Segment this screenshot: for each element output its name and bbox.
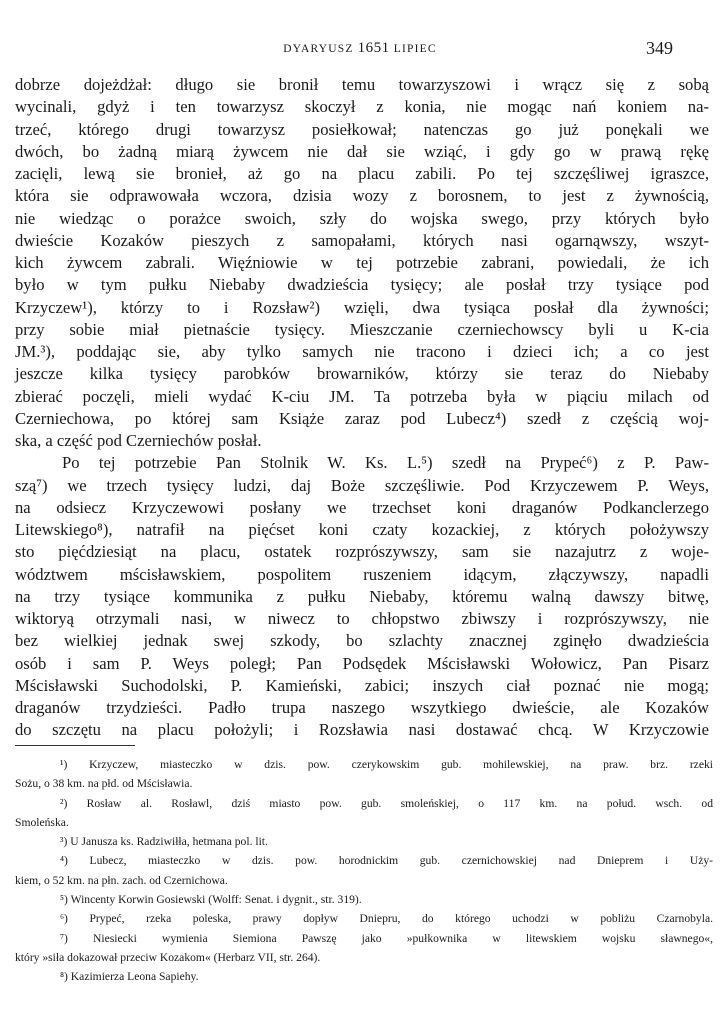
text-line: przy sobie miał pietnaście tysięcy. Mieszczanie czerniechowscy byli u K-cia — [15, 319, 709, 339]
text-line: było w tym pułku Niebaby dwadzieścia tysięcy; ale posłał trzy tysiące pod — [15, 275, 709, 295]
text-line: sto pięćdziesiąt na placu, ostatek rozprószywszy, sam sie nazajutrz z woje- — [15, 542, 709, 562]
text-line: Mścisławski Suchodolski, P. Kamieński, zabici; inszych ciał poznać nie mogą; — [15, 675, 709, 695]
footnotes — [15, 755, 713, 987]
footnote-line: ⁸) Kazimierza Leona Sapiehy. — [60, 970, 199, 984]
text-line: wiktoryą otrzymali nasi, w niwecz to chłopstwo zbiwszy i rozprószywszy, nie — [15, 609, 709, 628]
footnote-line: kiem, o 52 km. na płn. zach. od Czernichowa. — [15, 873, 228, 887]
text-line: zacięli, lewą sie bronieł, aż go na placu zabili. Po tej szczęśliwej igraszce, — [15, 164, 709, 183]
text-line: jeszcze kilka tysięcy parobków browarników, którzy sie teraz do Niebaby — [15, 364, 709, 384]
text-line: dwieście Kozaków pieszych z samopałami, których nasi ogarnąwszy, wszyt- — [15, 230, 709, 250]
footnote-line: ²) Rosław al. Rosławl, dziś miasto pow. gub. smoleńskiej, o 117 km. na połud. wsch. od — [60, 796, 713, 810]
text-line: wództwem mścisławskiem, pospolitem ruszeniem idącym, złączywszy, napadli — [15, 564, 709, 584]
text-line: Po tej potrzebie Pan Stolnik W. Ks. L.⁵) szedł na Prypeć⁶) z P. Paw- — [62, 453, 709, 473]
text-line: dwóch, bo żadną miarą żywcem nie dał sie wziąć, i gdy go w prawą rękę — [15, 141, 709, 161]
text-line: osób i sam P. Weys poległ; Pan Podsędek Mścisławski Wołowicz, Pan Pisarz — [15, 653, 709, 673]
text-line: bez wielkiej jednak swej szkody, bo szlachty znacznej zginęło dwadzieścia — [15, 631, 709, 651]
footnote-line: Smoleńska. — [15, 815, 69, 829]
page-number: 349 — [646, 38, 673, 58]
text-line: dobrze dojeżdżał: długo sie bronił temu towarzyszowi i wrącz się z sobą — [15, 75, 709, 94]
text-line: szą⁷) we trzech tysięcy ludzi, daj Boże szczęśliwie. Pod Krzyczewem P. Weys, — [15, 475, 709, 495]
footnote-line: ⁷) Niesiecki wymienia Siemiona Pawszę jako »pułkownika w litewskiem wojsku sławnego«, — [60, 931, 713, 945]
text-line: Czerniechowa, po której sam Książe zaraz pod Lubecz⁴) szedł z częścią woj- — [15, 408, 709, 428]
text-line: draganów trzydzieści. Padło trupa naszego wszytkiego dwieście, ale Kozaków — [15, 698, 709, 717]
text-line: nie wiedząc o porażce swoich, szły do wojska swego, przy których było — [15, 208, 709, 228]
text-line: ska, a część pod Czerniechów posłał. — [15, 431, 262, 450]
text-line: kich żywcem zabrali. Więźniowie w tej potrzebie zabrani, powiedali, że ich — [15, 253, 709, 272]
text-line: na odsiecz Krzyczewowi posłany we trzechset koni draganów Podkanclerzego — [15, 497, 709, 517]
footnote-line: ¹) Krzyczew, miasteczko w dzis. pow. czerykowskim gub. mohilewskiej, na praw. brz. rzeki — [60, 758, 713, 771]
running-head — [0, 40, 720, 57]
running-head-month: LIPIEC — [393, 43, 437, 55]
running-head-year: 1651 — [357, 40, 390, 56]
footnote-line: ⁵) Wincenty Korwin Gosiewski (Wolff: Senat. i dygnit., str. 319). — [60, 893, 362, 907]
body-text — [15, 74, 709, 742]
text-line: wycinali, gdyż i ten towarzysz skoczył z konia, nie mogąc nań koniem na- — [15, 97, 709, 117]
text-line: która sie odprawowała wczora, dzisia wozy z borosnem, to jest z żywnością, — [15, 186, 709, 206]
page-header — [0, 38, 720, 60]
footnote-line: który »siła dokazował przeciw Kozakom« (Herbarz VII, str. 264). — [15, 950, 321, 964]
footnote-separator — [15, 745, 135, 746]
text-line: Krzyczew¹), którzy to i Rozsław²) wzięli, dwa tysiąca posłał dla żywności; — [15, 297, 709, 317]
running-head-title: DYARYUSZ — [283, 43, 354, 55]
text-line: do szczętu na placu położyli; i Rozsławia nasi dostawać chcą. W Krzyczowie — [15, 720, 709, 740]
footnote-line: Sożu, o 38 km. na płd. od Mścisławia. — [15, 777, 193, 791]
footnote-line: ³) U Janusza ks. Radziwiłła, hetmana pol. lit. — [60, 835, 268, 849]
footnote-line: ⁴) Lubecz, miasteczko w dzis. pow. horodnickim gub. czernichowskiej nad Dnieprem i Uży- — [60, 854, 713, 868]
text-line: JM.³), poddając sie, aby tylko samych nie tracono i dzieci ich; a co jest — [15, 342, 709, 361]
text-line: zbierać poczęli, mieli wydać K-ciu JM. Ta potrzeba była w piąciu milach od — [15, 386, 709, 406]
text-line: Litewskiego⁸), natrafił na pięćset koni czaty kozackiej, z których położywszy — [15, 520, 709, 539]
footnote-line: ⁶) Prypeć, rzeka poleska, prawy dopływ Dniepru, do którego uchodzi w pobliżu Czarnobyla. — [60, 912, 713, 926]
text-line: na trzy tysiące kommunika z pułku Niebaby, któremu walną dawszy bitwę, — [15, 586, 709, 606]
text-line: trzeć, którego drugi towarzysz posiełkował; natenczas go już ponękali we — [15, 119, 709, 139]
